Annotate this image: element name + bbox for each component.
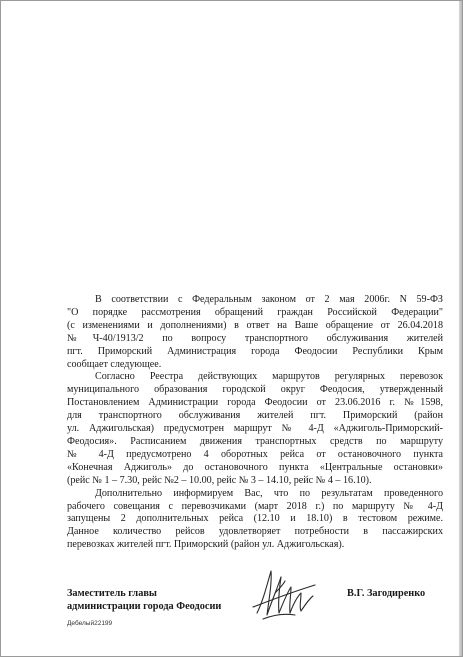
signer-name: В.Г. Загодиренко xyxy=(347,588,426,599)
handwritten-signature xyxy=(249,563,321,625)
text-line: В соответствии с Федеральным законом от 2 мая 2006г. N 59-ФЗ xyxy=(95,294,443,305)
text-line: (с изменениями и дополнениями) в ответ на Ваше обращение от 26.04.2018 xyxy=(67,319,443,331)
executor-note: Дебелый22199 xyxy=(67,620,113,627)
text-line: муниципального образования городской округ Феодосия, утвержденный xyxy=(67,384,443,396)
text-line: № 4-Д предусмотрено 4 оборотных рейса от остановочного пункта xyxy=(67,448,443,460)
text-line: рабочего совещания с перевозчиками (март 2018 г.) по маршруту № 4-Д xyxy=(67,500,443,512)
text-line: ул. Аджигольская) предусмотрен маршрут № 4-Д «Аджиголь-Приморский- xyxy=(67,423,443,435)
paragraph-2 xyxy=(67,371,443,487)
text-line: Постановлением Администрации города Феодосии от 23.06.2016 г. №1598, xyxy=(67,397,443,409)
text-line: Согласно Реестра действующих маршрутов регулярных перевозок xyxy=(95,371,443,383)
page-edge-shadow xyxy=(459,1,462,656)
text-line: для транспортного обслуживания жителей пгт. Приморский (район xyxy=(67,410,443,422)
text-line: пгт. Приморский Администрация города Феодосии Республики Крым xyxy=(67,345,443,357)
text-line: перевозках жителей пгт. Приморский (район ул. Аджигольская). xyxy=(67,539,345,551)
signer-position xyxy=(67,587,221,614)
text-line: сообщает следующее. xyxy=(67,358,162,370)
text-line: Данное количество рейсов удовлетворяет потребности в пассажирских xyxy=(67,526,443,538)
letter-body xyxy=(67,294,443,552)
text-line: №Ч-40/1913/2 по вопросу транспортного обслуживания жителей xyxy=(67,332,443,344)
paragraph-3 xyxy=(67,488,443,553)
text-line: Феодосия». Расписанием движения транспортных средств по маршруту xyxy=(67,435,443,447)
text-line: запущены 2 дополнительных рейса (12.10 и 18.10) в тестовом режиме. xyxy=(67,513,443,525)
text-line: Дополнительно информируем Вас, что по результатам проведенного xyxy=(95,487,443,499)
signer-position-line-1: Заместитель главы xyxy=(67,588,157,599)
text-line: (рейс № 1 – 7.30, рейс №2 – 10.00, рейс № 3 – 14.10, рейс № 4 – 16.10). xyxy=(67,474,372,486)
paragraph-1 xyxy=(67,294,443,371)
text-line: «Конечная Аджиголь» до остановочного пункта «Центральные остановки» xyxy=(67,461,443,473)
text-line: "О порядке рассмотрения обращений граждан Российской Федерации" xyxy=(67,306,443,318)
signer-position-line-2: администрации города Феодосии xyxy=(67,601,222,613)
